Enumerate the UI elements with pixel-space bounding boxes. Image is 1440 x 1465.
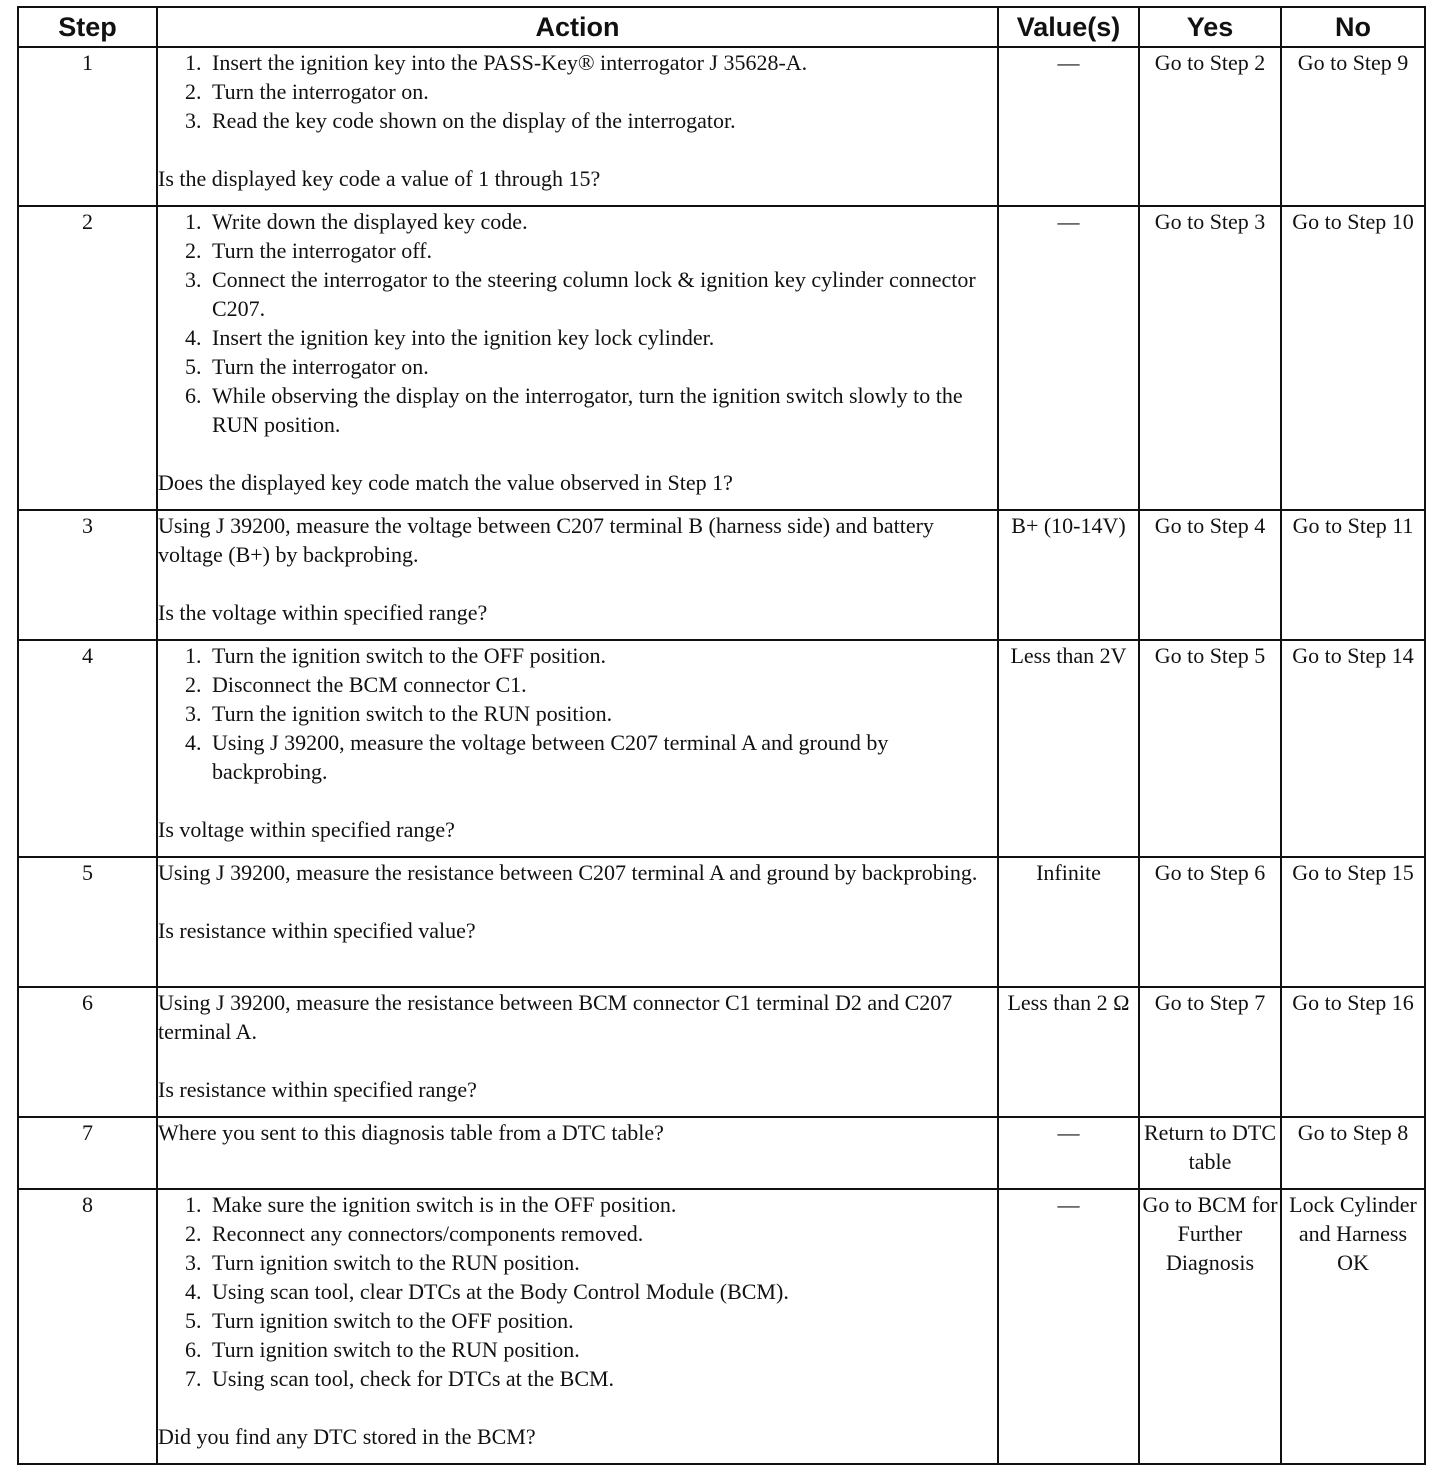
yes-cell: Go to Step 3 <box>1139 206 1281 510</box>
no-cell: Go to Step 15 <box>1281 857 1425 987</box>
action-question: Is resistance within specified value? <box>158 918 476 943</box>
table-row <box>18 510 1425 640</box>
table-row <box>18 1189 1425 1464</box>
action-question: Is the voltage within specified range? <box>158 600 488 625</box>
action-step: 4. Using scan tool, clear DTCs at the Body Control Module (BCM). <box>185 1279 789 1304</box>
diagnostic-table <box>17 6 1426 1465</box>
action-text: Using J 39200, measure the resistance between C207 terminal A and ground by backprobing. <box>158 860 978 885</box>
action-steps <box>158 641 997 786</box>
action-step: 4. Using J 39200, measure the voltage between C207 terminal A and ground by backprobing. <box>185 730 889 784</box>
table-row <box>18 47 1425 206</box>
step-number: 3 <box>18 510 157 640</box>
action-step: 3. Connect the interrogator to the steering column lock & ignition key cylinder connector C207. <box>185 267 976 321</box>
action-cell <box>157 987 998 1117</box>
action-steps <box>158 48 997 135</box>
step-number: 6 <box>18 987 157 1117</box>
action-step: 6. Turn ignition switch to the RUN position. <box>185 1337 580 1362</box>
action-step: 3. Turn ignition switch to the RUN position. <box>185 1250 580 1275</box>
header-step: Step <box>18 7 157 47</box>
action-step: 6. While observing the display on the interrogator, turn the ignition switch slowly to the RUN position. <box>185 383 963 437</box>
action-steps <box>158 1190 997 1393</box>
yes-cell: Go to Step 2 <box>1139 47 1281 206</box>
action-step: 3. Read the key code shown on the display of the interrogator. <box>185 108 736 133</box>
no-cell: Go to Step 9 <box>1281 47 1425 206</box>
yes-cell: Go to Step 4 <box>1139 510 1281 640</box>
yes-cell: Go to Step 7 <box>1139 987 1281 1117</box>
table-row <box>18 640 1425 857</box>
action-step: 4. Insert the ignition key into the ignition key lock cylinder. <box>185 325 715 350</box>
step-number: 4 <box>18 640 157 857</box>
no-cell: Lock Cylinder and Harness OK <box>1281 1189 1425 1464</box>
table-row <box>18 206 1425 510</box>
action-text: Using J 39200, measure the resistance between BCM connector C1 terminal D2 and C207 terminal A. <box>158 990 953 1044</box>
yes-cell: Return to DTC table <box>1139 1117 1281 1189</box>
yes-cell: Go to BCM for Further Diagnosis <box>1139 1189 1281 1464</box>
action-step: 2. Disconnect the BCM connector C1. <box>185 672 527 697</box>
value-cell: — <box>998 47 1139 206</box>
action-cell <box>157 206 998 510</box>
table-row <box>18 987 1425 1117</box>
action-step: 7. Using scan tool, check for DTCs at the BCM. <box>185 1366 615 1391</box>
value-cell: — <box>998 1117 1139 1189</box>
value-cell: Less than 2 Ω <box>998 987 1139 1117</box>
action-cell <box>157 510 998 640</box>
yes-cell: Go to Step 6 <box>1139 857 1281 987</box>
no-cell: Go to Step 8 <box>1281 1117 1425 1189</box>
action-step: 5. Turn ignition switch to the OFF position. <box>185 1308 574 1333</box>
table-row <box>18 857 1425 987</box>
action-step: 5. Turn the interrogator on. <box>185 354 429 379</box>
action-step: 1. Turn the ignition switch to the OFF position. <box>185 643 607 668</box>
action-cell <box>157 1189 998 1464</box>
value-cell: — <box>998 1189 1139 1464</box>
table-row <box>18 1117 1425 1189</box>
action-step: 2. Turn the interrogator on. <box>185 79 429 104</box>
action-steps <box>158 207 997 439</box>
no-cell: Go to Step 16 <box>1281 987 1425 1117</box>
yes-cell: Go to Step 5 <box>1139 640 1281 857</box>
no-cell: Go to Step 11 <box>1281 510 1425 640</box>
action-step: 3. Turn the ignition switch to the RUN position. <box>185 701 613 726</box>
header-values: Value(s) <box>998 7 1139 47</box>
step-number: 2 <box>18 206 157 510</box>
step-number: 5 <box>18 857 157 987</box>
action-text: Using J 39200, measure the voltage between C207 terminal B (harness side) and battery voltage (B+) by backprobing. <box>158 513 934 567</box>
value-cell: Infinite <box>998 857 1139 987</box>
action-question: Does the displayed key code match the value observed in Step 1? <box>158 470 733 495</box>
step-number: 1 <box>18 47 157 206</box>
action-step: 1. Insert the ignition key into the PASS-Key® interrogator J 35628-A. <box>185 50 808 75</box>
value-cell: — <box>998 206 1139 510</box>
action-question: Is the displayed key code a value of 1 through 15? <box>158 166 601 191</box>
action-question: Is resistance within specified range? <box>158 1077 477 1102</box>
action-step: 2. Reconnect any connectors/components removed. <box>185 1221 644 1246</box>
header-action: Action <box>157 7 998 47</box>
header-no: No <box>1281 7 1425 47</box>
step-number: 7 <box>18 1117 157 1189</box>
no-cell: Go to Step 10 <box>1281 206 1425 510</box>
action-cell <box>157 47 998 206</box>
value-cell: B+ (10-14V) <box>998 510 1139 640</box>
header-row <box>18 7 1425 47</box>
action-cell <box>157 1117 998 1189</box>
step-number: 8 <box>18 1189 157 1464</box>
action-question: Is voltage within specified range? <box>158 817 455 842</box>
action-step: 1. Make sure the ignition switch is in the OFF position. <box>185 1192 677 1217</box>
action-question: Did you find any DTC stored in the BCM? <box>158 1424 536 1449</box>
action-step: 2. Turn the interrogator off. <box>185 238 432 263</box>
action-step: 1. Write down the displayed key code. <box>185 209 528 234</box>
action-cell <box>157 857 998 987</box>
value-cell: Less than 2V <box>998 640 1139 857</box>
no-cell: Go to Step 14 <box>1281 640 1425 857</box>
action-cell <box>157 640 998 857</box>
action-text: Where you sent to this diagnosis table from a DTC table? <box>158 1120 664 1145</box>
header-yes: Yes <box>1139 7 1281 47</box>
